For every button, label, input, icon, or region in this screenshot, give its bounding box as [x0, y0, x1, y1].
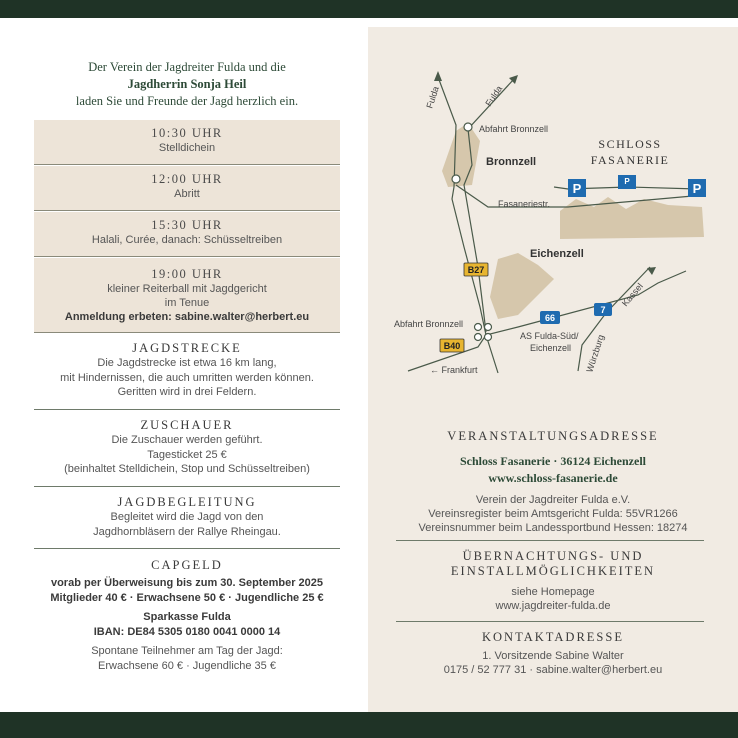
schedule-item — [34, 258, 340, 333]
arrow-icon — [647, 267, 656, 275]
section-title: KONTAKTADRESSE — [482, 630, 624, 644]
lodging-section — [368, 549, 738, 613]
divider — [34, 486, 340, 487]
fulda-right-label: Fulda — [483, 83, 505, 109]
section-text: Spontane Teilnehmer am Tag der Jagd: — [91, 645, 283, 657]
as-label-1: AS Fulda-Süd/ — [520, 331, 579, 341]
section-text: Die Jagdstrecke ist etwa 16 km lang, — [97, 357, 277, 369]
parking-icon — [568, 179, 586, 197]
section-title: EINSTALLMÖGLICHKEITEN — [450, 564, 656, 578]
divider — [34, 409, 340, 410]
intro-host: Jagdherrin Sonja Heil — [127, 77, 247, 91]
section-text: Erwachsene 60 € · Jugendliche 35 € — [98, 659, 276, 672]
abfahrt-top-label: Abfahrt Bronnzell — [479, 124, 549, 134]
a66-sign — [540, 311, 560, 324]
section-title: JAGDSTRECKE — [132, 341, 242, 355]
schloss-label: SCHLOSS — [598, 137, 662, 151]
section-text: Jagdhornbläsern der Rallye Rheingau. — [93, 525, 281, 538]
fulda-left-label: Fulda — [424, 85, 441, 110]
section-title: ZUSCHAUER — [140, 418, 234, 432]
left-panel — [6, 27, 368, 712]
svg-text:P: P — [624, 177, 630, 186]
section-title: JAGDBEGLEITUNG — [117, 495, 257, 509]
svg-text:P: P — [572, 181, 582, 196]
venue-text: Vereinsregister beim Amtsgericht Fulda: 55VR1266 — [428, 508, 678, 520]
contact-section — [368, 630, 738, 677]
parking-bus-icon — [618, 175, 636, 189]
section-title: VERANSTALTUNGSADRESSE — [447, 429, 659, 443]
divider — [34, 548, 340, 549]
directions-map — [368, 27, 738, 387]
eichenzell-area — [490, 253, 554, 319]
section-title: ÜBERNACHTUNGS- UND — [462, 549, 644, 563]
parking-icon — [688, 179, 706, 197]
capgeld-prices: Mitglieder 40 € · Erwachsene 50 € · Jugendliche 25 € — [50, 591, 324, 604]
a7-sign — [594, 303, 612, 316]
svg-text:66: 66 — [544, 313, 556, 323]
schedule-desc: Stelldichein — [158, 142, 216, 154]
svg-text:B40: B40 — [443, 341, 461, 351]
venue-website: www.schloss-fasanerie.de — [488, 471, 618, 485]
capgeld-deadline: vorab per Überweisung bis zum 30. September 2025 — [50, 577, 324, 589]
arrow-icon — [434, 71, 442, 81]
wuerzburg-label: Würzburg — [584, 333, 606, 374]
section-text: Tagesticket 25 € — [147, 448, 227, 461]
schedule-time: 19:00 UHR — [151, 267, 223, 281]
schedule-item — [34, 120, 340, 165]
invitation-intro — [6, 59, 368, 110]
fasanerie-label: FASANERIE — [590, 153, 670, 167]
divider — [396, 621, 704, 622]
section-title: CAPGELD — [151, 558, 223, 572]
frankfurt-label: ← Frankfurt — [430, 365, 478, 375]
schedule-desc: kleiner Reiterball mit Jagdgericht — [107, 283, 267, 295]
intro-line-1: Der Verein der Jagdreiter Fulda und die — [88, 60, 286, 74]
divider — [396, 540, 704, 541]
fasaneriestr-label: Fasaneriestr. — [498, 199, 551, 209]
b27-sign — [464, 263, 488, 276]
abfahrt-bottom-label: Abfahrt Bronnzell — [394, 319, 464, 329]
bronnzell-label: Bronnzell — [486, 156, 537, 168]
as-label-2: Eichenzell — [530, 343, 572, 353]
kassel-label: Kassel — [619, 281, 645, 309]
intro-line-3: laden Sie und Freunde der Jagd herzlich ein. — [75, 94, 299, 108]
iban: IBAN: DE84 5305 0180 0041 0000 14 — [93, 625, 281, 638]
jagdbegleitung-section — [34, 495, 340, 539]
svg-text:B27: B27 — [467, 265, 485, 275]
jagdstrecke-section — [34, 341, 340, 400]
bronnzell-area — [442, 123, 480, 187]
schloss-silhouette — [560, 197, 704, 239]
svg-text:7: 7 — [600, 305, 606, 315]
lodging-text: siehe Homepage — [511, 586, 595, 598]
schedule-desc: im Tenue — [164, 297, 210, 309]
section-text: mit Hindernissen, die auch umritten werden können. — [60, 371, 314, 384]
section-text: Geritten wird in drei Feldern. — [117, 386, 257, 398]
svg-text:P: P — [692, 181, 702, 196]
venue-section — [368, 429, 738, 535]
section-text: Begleitet wird die Jagd von den — [110, 511, 264, 523]
schedule-time: 15:30 UHR — [151, 218, 223, 232]
registration-note: Anmeldung erbeten: sabine.walter@herbert.eu — [64, 311, 310, 323]
schedule-time: 12:00 UHR — [151, 172, 223, 186]
venue-text: Vereinsnummer beim Landessportbund Hessen: 18274 — [418, 522, 688, 534]
schedule-desc: Abritt — [174, 188, 200, 200]
schedule-item — [34, 166, 340, 211]
contact-text: 0175 / 52 777 31 · sabine.walter@herbert.eu — [443, 664, 663, 676]
venue-address: Schloss Fasanerie · 36124 Eichenzell — [460, 454, 646, 468]
b40-sign — [440, 339, 464, 352]
top-band — [0, 0, 738, 18]
section-text: Die Zuschauer werden geführt. — [111, 434, 263, 446]
lodging-website: www.jagdreiter-fulda.de — [495, 600, 611, 612]
eichenzell-label: Eichenzell — [530, 248, 584, 260]
venue-text: Verein der Jagdreiter Fulda e.V. — [475, 494, 631, 506]
capgeld-section — [34, 558, 340, 673]
bank-name: Sparkasse Fulda — [143, 611, 231, 623]
contact-text: 1. Vorsitzende Sabine Walter — [482, 650, 624, 662]
right-panel — [368, 27, 738, 712]
section-text: (beinhaltet Stelldichein, Stop und Schüsseltreiben) — [64, 463, 310, 475]
schedule-desc: Halali, Curée, danach: Schüsseltreiben — [91, 234, 283, 246]
bottom-band — [0, 712, 738, 738]
schedule-item — [34, 212, 340, 257]
zuschauer-section — [34, 418, 340, 477]
schedule-time: 10:30 UHR — [151, 126, 223, 140]
